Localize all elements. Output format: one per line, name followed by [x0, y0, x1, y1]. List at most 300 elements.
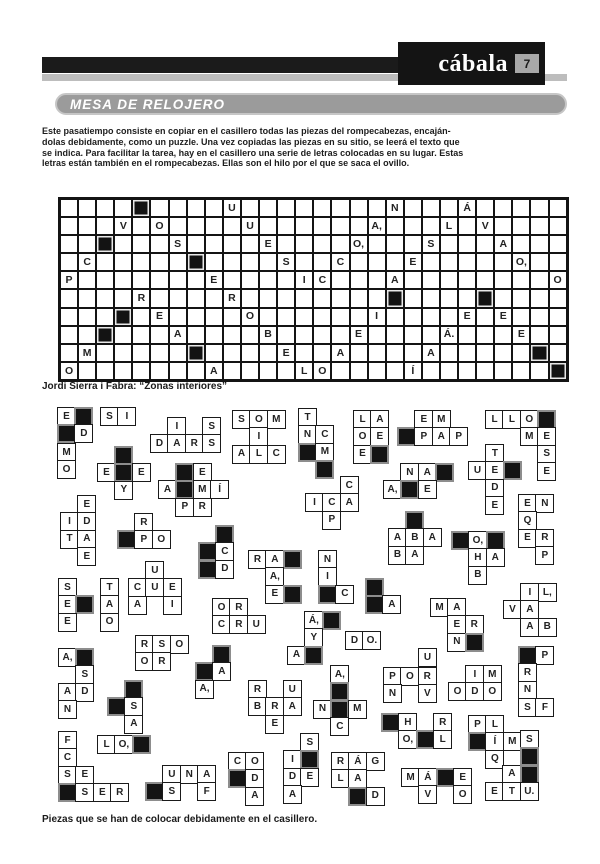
grid-cell: N: [386, 199, 404, 217]
piece-cell: E: [353, 445, 372, 464]
piece-cell: P: [468, 715, 487, 734]
grid-cell: A: [422, 344, 440, 362]
piece-cell: L: [433, 730, 452, 749]
piece-cell: R: [229, 598, 248, 617]
piece-cell: E: [265, 585, 284, 604]
piece-cell: E: [518, 529, 537, 548]
grid-cell: R: [132, 289, 150, 307]
piece-cell: E: [132, 463, 151, 482]
piece-cell: Í: [210, 480, 229, 499]
piece-cell: D: [74, 424, 93, 443]
piece-cell: B: [248, 697, 267, 716]
piece-cell: V: [503, 600, 522, 619]
piece-cell: A: [340, 493, 359, 512]
piece-cell: A: [287, 646, 306, 665]
piece-cell: [175, 480, 194, 499]
piece-cell: S: [58, 578, 77, 597]
piece-cell: M: [483, 665, 502, 684]
piece-cell: A: [348, 769, 367, 788]
piece-cell: T: [60, 530, 79, 549]
piece-cell: F: [535, 698, 554, 717]
piece-cell: N: [518, 681, 537, 700]
piece-cell: I: [520, 583, 539, 602]
piece-cell: Á,: [304, 611, 323, 630]
piece-cell: S: [232, 410, 251, 429]
grid-cell: O,: [350, 235, 368, 253]
piece-cell: L: [353, 410, 372, 429]
piece-cell: [124, 680, 143, 699]
piece-cell: [365, 578, 384, 597]
grid-cell: A: [205, 362, 223, 380]
piece-cell: S: [75, 783, 94, 802]
piece-cell: H: [468, 548, 487, 567]
piece-cell: C: [335, 585, 354, 604]
piece-cell: [57, 424, 76, 443]
piece-cell: D: [75, 683, 94, 702]
piece-cell: I: [318, 567, 337, 586]
piece-cell: [315, 460, 334, 479]
piece-cell: C: [228, 752, 247, 771]
piece-cell: O: [249, 410, 268, 429]
piece-cell: A: [128, 596, 147, 615]
piece-cell: E: [57, 407, 76, 426]
piece-cell: U.: [520, 782, 539, 801]
grid-cell: E: [512, 326, 530, 344]
piece-cell: O.: [362, 631, 381, 650]
piece-cell: S: [152, 635, 171, 654]
grid-cell: O: [313, 362, 331, 380]
piece-cell: O: [483, 682, 502, 701]
piece-cell: R: [465, 615, 484, 634]
piece-cell: E: [163, 578, 182, 597]
grid-cell: E: [458, 308, 476, 326]
piece-cell: D: [345, 631, 364, 650]
piece-cell: C: [330, 717, 349, 736]
piece-cell: A: [283, 785, 302, 804]
piece-cell: F: [197, 782, 216, 801]
piece-cell: D: [245, 769, 264, 788]
grid-cell: Á: [458, 199, 476, 217]
piece-cell: E: [418, 480, 437, 499]
piece-cell: R: [331, 752, 350, 771]
piece-cell: [486, 531, 505, 550]
piece-cell: [416, 730, 435, 749]
piece-cell: I: [465, 665, 484, 684]
piece-cell: [300, 750, 319, 769]
piece-cell: S: [162, 782, 181, 801]
piece-cell: [370, 445, 389, 464]
piece-cell: P: [414, 427, 433, 446]
piece-cell: R: [135, 635, 154, 654]
piece-cell: U: [162, 765, 181, 784]
piece-cell: [304, 646, 323, 665]
piece-cell: Á: [418, 768, 437, 787]
piece-cell: B: [405, 528, 424, 547]
piece-cell: S: [300, 733, 319, 752]
piece-cell: C: [58, 748, 77, 767]
piece-cell: [330, 682, 349, 701]
piece-cell: O: [170, 635, 189, 654]
instructions-line: letras están también en el rompecabezas. Ellas son el hilo por el que se saca el ovillo.: [42, 158, 410, 169]
piece-cell: T: [485, 444, 504, 463]
piece-cell: E: [58, 613, 77, 632]
grid-cell: L: [440, 217, 458, 235]
piece-cell: R: [152, 652, 171, 671]
grid-cell: O,: [512, 253, 530, 271]
grid-cell: I: [295, 271, 313, 289]
piece-cell: O: [135, 652, 154, 671]
piece-cell: B: [388, 546, 407, 565]
piece-cell: S: [537, 445, 556, 464]
piece-cell: B: [538, 618, 557, 637]
piece-cell: T: [298, 408, 317, 427]
piece-cell: C: [267, 445, 286, 464]
piece-cell: O: [152, 530, 171, 549]
piece-cell: E: [300, 768, 319, 787]
piece-cell: A: [418, 463, 437, 482]
piece-cell: P: [134, 530, 153, 549]
piece-cell: [117, 530, 136, 549]
piece-cell: O: [245, 752, 264, 771]
piece-cell: U: [418, 648, 437, 667]
piece-cell: R: [418, 667, 437, 686]
piece-cell: A: [212, 662, 231, 681]
piece-cell: Í: [485, 732, 504, 751]
piece-cell: R: [265, 697, 284, 716]
piece-cell: M: [57, 443, 76, 462]
piece-cell: O: [453, 785, 472, 804]
piece-cell: E: [93, 783, 112, 802]
piece-cell: [283, 550, 302, 569]
piece-cell: E: [97, 463, 116, 482]
piece-cell: E: [414, 410, 433, 429]
piece-cell: O,: [468, 531, 487, 550]
instructions-line: Este pasatiempo consiste en copiar en el casillero todas las piezas del rompecabezas, encaján-: [42, 126, 451, 136]
piece-cell: [518, 646, 537, 665]
grid-cell: E: [259, 235, 277, 253]
piece-cell: V: [418, 785, 437, 804]
piece-cell: N: [298, 425, 317, 444]
piece-cell: S: [202, 434, 221, 453]
piece-cell: [75, 648, 94, 667]
piece-cell: [435, 463, 454, 482]
piece-cell: [465, 633, 484, 652]
piece-cell: [74, 407, 93, 426]
grid-cell: E: [277, 344, 295, 362]
piece-cell: E: [77, 547, 96, 566]
piece-cell: [381, 713, 400, 732]
piece-cell: M: [432, 410, 451, 429]
pieces-caption: Piezas que se han de colocar debidamente en el casillero.: [42, 814, 318, 825]
grid-cell: C: [331, 253, 349, 271]
magazine-logo: cábala: [438, 50, 508, 77]
piece-cell: R: [193, 498, 212, 517]
piece-cell: [114, 463, 133, 482]
piece-cell: R: [535, 529, 554, 548]
piece-cell: C: [212, 615, 231, 634]
piece-cell: [322, 611, 341, 630]
piece-cell: U: [145, 578, 164, 597]
grid-cell: A: [386, 271, 404, 289]
piece-cell: A: [432, 427, 451, 446]
piece-cell: A: [158, 480, 177, 499]
piece-cell: A: [520, 600, 539, 619]
piece-cell: D: [366, 787, 385, 806]
piece-cell: L,: [538, 583, 557, 602]
piece-cell: [132, 735, 151, 754]
page-number-badge: 7: [515, 54, 539, 73]
grid-cell: C: [313, 271, 331, 289]
piece-cell: [318, 585, 337, 604]
piece-cell: O: [212, 598, 231, 617]
piece-cell: A,: [195, 680, 214, 699]
grid-cell: V: [476, 217, 494, 235]
piece-cell: H: [398, 713, 417, 732]
piece-cell: N: [535, 494, 554, 513]
piece-cell: A: [382, 595, 401, 614]
piece-cell: A: [232, 445, 251, 464]
piece-cell: R: [248, 550, 267, 569]
piece-cell: R: [433, 713, 452, 732]
grid-cell: E: [494, 308, 512, 326]
piece-cell: L: [485, 410, 504, 429]
grid-cell: M: [78, 344, 96, 362]
piece-cell: R: [134, 513, 153, 532]
piece-cell: P: [383, 667, 402, 686]
piece-cell: E: [537, 427, 556, 446]
piece-cell: A: [370, 410, 389, 429]
piece-cell: S: [202, 417, 221, 436]
piece-cell: D: [77, 512, 96, 531]
grid-cell: E: [150, 308, 168, 326]
piece-cell: C: [340, 476, 359, 495]
piece-cell: I: [283, 750, 302, 769]
piece-cell: [107, 697, 126, 716]
piece-cell: O: [520, 410, 539, 429]
piece-cell: C: [128, 578, 147, 597]
piece-cell: [228, 769, 247, 788]
piece-cell: [75, 595, 94, 614]
piece-cell: L: [331, 769, 350, 788]
piece-cell: E: [447, 615, 466, 634]
grid-cell: Á.: [440, 326, 458, 344]
grid-cell: V: [114, 217, 132, 235]
piece-cell: [298, 443, 317, 462]
instructions-line: se indica. Para facilitar la tarea, hay en el casillero una serie de letras colocadas en su lugar. Estas: [42, 147, 464, 158]
piece-cell: [520, 765, 539, 784]
piece-cell: A: [423, 528, 442, 547]
piece-cell: N: [313, 700, 332, 719]
piece-cell: I: [163, 596, 182, 615]
piece-cell: G: [366, 752, 385, 771]
piece-cell: R: [518, 663, 537, 682]
piece-cell: E: [58, 595, 77, 614]
piece-cell: P: [175, 498, 194, 517]
piece-cell: A: [197, 765, 216, 784]
piece-cell: [212, 645, 231, 664]
piece-cell: Á: [348, 752, 367, 771]
piece-cell: L: [97, 735, 116, 754]
piece-cell: I: [117, 407, 136, 426]
piece-cell: A: [265, 550, 284, 569]
piece-cell: M: [193, 480, 212, 499]
piece-cell: A,: [330, 665, 349, 684]
piece-cell: Y: [304, 628, 323, 647]
grid-cell: S: [422, 235, 440, 253]
piece-cell: D: [283, 768, 302, 787]
piece-cell: [520, 747, 539, 766]
piece-cell: M: [401, 768, 420, 787]
piece-cell: S: [518, 698, 537, 717]
piece-cell: E: [485, 496, 504, 515]
piece-cell: C: [215, 542, 234, 561]
piece-cell: O,: [114, 735, 133, 754]
piece-cell: A,: [58, 648, 77, 667]
piece-cell: N: [400, 463, 419, 482]
piece-cell: T: [100, 578, 119, 597]
piece-cell: E: [485, 461, 504, 480]
piece-cell: R: [110, 783, 129, 802]
piece-cell: S: [58, 766, 77, 785]
piece-cell: A: [58, 683, 77, 702]
piece-cell: A: [283, 697, 302, 716]
piece-cell: M: [348, 700, 367, 719]
piece-cell: [198, 560, 217, 579]
piece-cell: D: [215, 560, 234, 579]
piece-cell: P: [535, 546, 554, 565]
piece-cell: P: [535, 646, 554, 665]
piece-cell: [400, 480, 419, 499]
puzzle-title: MESA DE RELOJERO: [70, 96, 226, 112]
piece-cell: A: [447, 598, 466, 617]
piece-cell: [198, 542, 217, 561]
piece-cell: M: [267, 410, 286, 429]
piece-cell: A: [245, 787, 264, 806]
piece-cell: L: [485, 715, 504, 734]
piece-cell: C: [315, 425, 334, 444]
grid-cell: A: [169, 326, 187, 344]
piece-cell: [114, 446, 133, 465]
piece-cell: E: [485, 782, 504, 801]
piece-cell: [283, 585, 302, 604]
piece-cell: E: [77, 495, 96, 514]
piece-cell: [330, 700, 349, 719]
piece-cell: [397, 427, 416, 446]
piece-cell: R: [185, 434, 204, 453]
piece-cell: S: [124, 697, 143, 716]
piece-cell: E: [370, 427, 389, 446]
piece-cell: N: [58, 700, 77, 719]
grid-cell: O: [150, 217, 168, 235]
piece-cell: V: [418, 684, 437, 703]
piece-cell: I: [305, 493, 324, 512]
piece-cell: E: [537, 462, 556, 481]
piece-cell: Q: [485, 750, 504, 769]
piece-cell: A: [124, 715, 143, 734]
piece-cell: M: [315, 443, 334, 462]
piece-cell: U: [247, 615, 266, 634]
piece-cell: F: [58, 731, 77, 750]
piece-cell: S: [100, 407, 119, 426]
piece-cell: [537, 410, 556, 429]
grid-cell: L: [295, 362, 313, 380]
piece-cell: B: [468, 566, 487, 585]
piece-cell: C: [322, 493, 341, 512]
piece-cell: I: [167, 417, 186, 436]
piece-cell: R: [229, 615, 248, 634]
piece-cell: A,: [383, 480, 402, 499]
grid-cell: A,: [368, 217, 386, 235]
grid-cell: E: [350, 326, 368, 344]
piece-cell: A: [77, 530, 96, 549]
piece-cell: N: [447, 633, 466, 652]
piece-cell: A: [502, 765, 521, 784]
piece-cell: N: [318, 550, 337, 569]
piece-cell: [365, 595, 384, 614]
piece-cell: [348, 787, 367, 806]
piece-cell: N: [180, 765, 199, 784]
grid-cell: U: [223, 199, 241, 217]
grid-cell: P: [60, 271, 78, 289]
piece-cell: T: [502, 782, 521, 801]
piece-cell: A: [486, 548, 505, 567]
grid-cell: Í: [404, 362, 422, 380]
piece-cell: E: [265, 715, 284, 734]
piece-cell: D: [485, 479, 504, 498]
piece-cell: [215, 525, 234, 544]
piece-cell: [503, 461, 522, 480]
piece-cell: U: [145, 561, 164, 580]
grid-caption: Jordi Sierra i Fabra: “Zonas interiores”: [42, 381, 228, 392]
piece-cell: O: [100, 613, 119, 632]
piece-cell: A: [405, 546, 424, 565]
piece-cell: O: [353, 427, 372, 446]
piece-cell: [58, 783, 77, 802]
piece-cell: O: [57, 460, 76, 479]
instructions-line: dolas debidamente, como un puzzle. Una vez copiadas las piezas en su sitio, se leerá el texto que: [42, 136, 460, 147]
piece-cell: [195, 662, 214, 681]
grid-cell: I: [368, 308, 386, 326]
grid-cell: E: [404, 253, 422, 271]
piece-cell: A: [167, 434, 186, 453]
grid-cell: S: [169, 235, 187, 253]
grid-cell: A: [494, 235, 512, 253]
grid-cell: B: [259, 326, 277, 344]
piece-cell: N: [383, 684, 402, 703]
piece-cell: [451, 531, 470, 550]
grid-cell: R: [223, 289, 241, 307]
grid-cell: S: [277, 253, 295, 271]
piece-cell: P: [322, 511, 341, 530]
piece-cell: [405, 511, 424, 530]
grid-cell: O: [241, 308, 259, 326]
piece-cell: [145, 782, 164, 801]
piece-cell: M: [503, 732, 522, 751]
piece-cell: A: [388, 528, 407, 547]
piece-cell: L: [502, 410, 521, 429]
piece-cell: U: [283, 680, 302, 699]
piece-cell: D: [465, 682, 484, 701]
piece-cell: I: [249, 427, 268, 446]
piece-cell: R: [248, 680, 267, 699]
grid-cell: U: [241, 217, 259, 235]
piece-cell: [436, 768, 455, 787]
piece-cell: S: [75, 665, 94, 684]
piece-cell: P: [449, 427, 468, 446]
piece-cell: M: [520, 427, 539, 446]
grid-cell: A: [331, 344, 349, 362]
piece-cell: I: [60, 512, 79, 531]
